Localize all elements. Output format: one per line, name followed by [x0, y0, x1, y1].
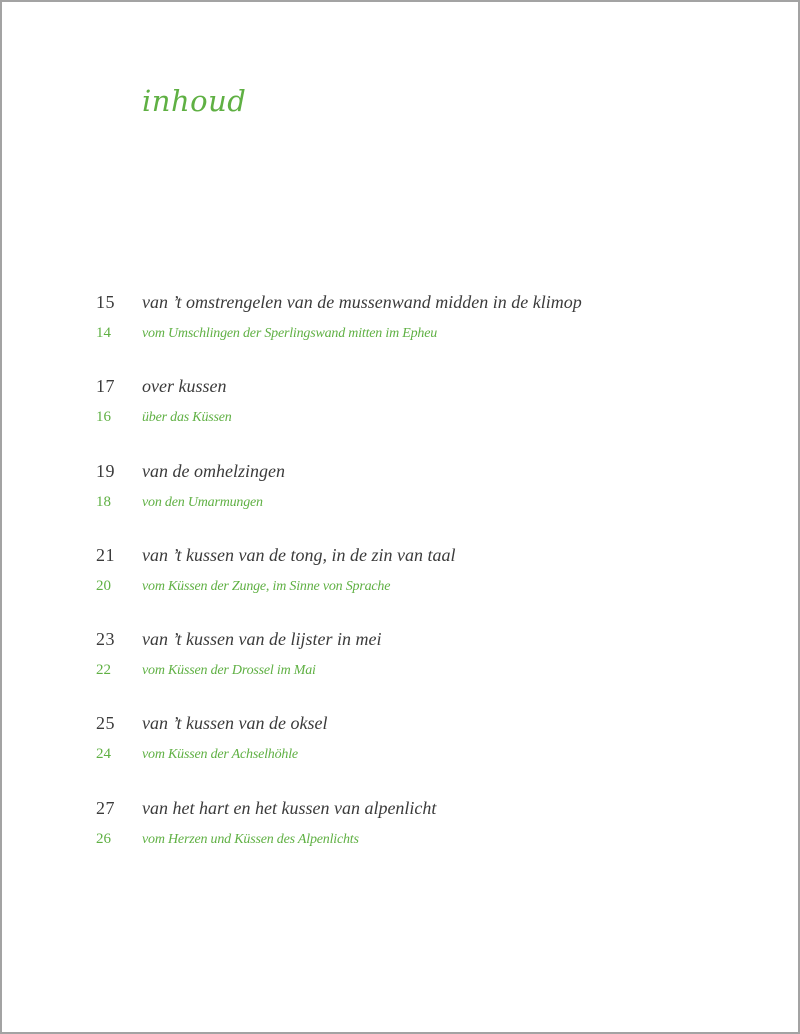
toc-entry: [2, 713, 798, 797]
toc-entry: [2, 376, 798, 460]
entry-title: vom Küssen der Zunge, im Sinne von Sprache: [142, 578, 391, 594]
entry-title: vom Herzen und Küssen des Alpenlichts: [142, 831, 359, 847]
page-number: 14: [96, 325, 111, 341]
table-of-contents: [2, 292, 798, 882]
entry-title: vom Küssen der Achselhöhle: [142, 747, 298, 763]
entry-title: van ’t kussen van de tong, in de zin van taal: [142, 544, 456, 565]
page-number: 22: [96, 662, 111, 679]
page-number: 16: [96, 409, 111, 426]
page-number: 17: [96, 376, 115, 397]
page-number: 20: [96, 577, 111, 594]
page-number: 23: [96, 629, 115, 650]
page-number: 21: [96, 544, 115, 565]
toc-entry: [2, 629, 798, 713]
toc-entry: [2, 461, 798, 545]
page-number: 26: [96, 830, 111, 847]
entry-title: van ’t omstrengelen van de mussenwand midden in de klimop: [142, 292, 582, 312]
page-number: 27: [96, 797, 115, 818]
page-title: inhoud: [142, 84, 247, 118]
entry-title: von den Umarmungen: [142, 494, 263, 510]
page-number: 19: [96, 460, 115, 481]
entry-title: van ’t kussen van de lijster in mei: [142, 629, 382, 650]
entry-title: van de omhelzingen: [142, 460, 285, 481]
page-number: 25: [96, 713, 115, 734]
entry-title: vom Küssen der Drossel im Mai: [142, 663, 316, 679]
toc-entry: [2, 798, 798, 882]
toc-entry: [2, 545, 798, 629]
page-number: 15: [96, 292, 115, 312]
entry-title: über das Küssen: [142, 410, 232, 426]
entry-title: over kussen: [142, 376, 227, 397]
entry-title: van het hart en het kussen van alpenlicht: [142, 797, 437, 818]
entry-title: vom Umschlingen der Sperlingswand mitten im Epheu: [142, 326, 438, 341]
page-number: 18: [96, 493, 111, 510]
toc-entry: [2, 292, 798, 376]
entry-title: van ’t kussen van de oksel: [142, 713, 328, 734]
page-number: 24: [96, 746, 111, 763]
